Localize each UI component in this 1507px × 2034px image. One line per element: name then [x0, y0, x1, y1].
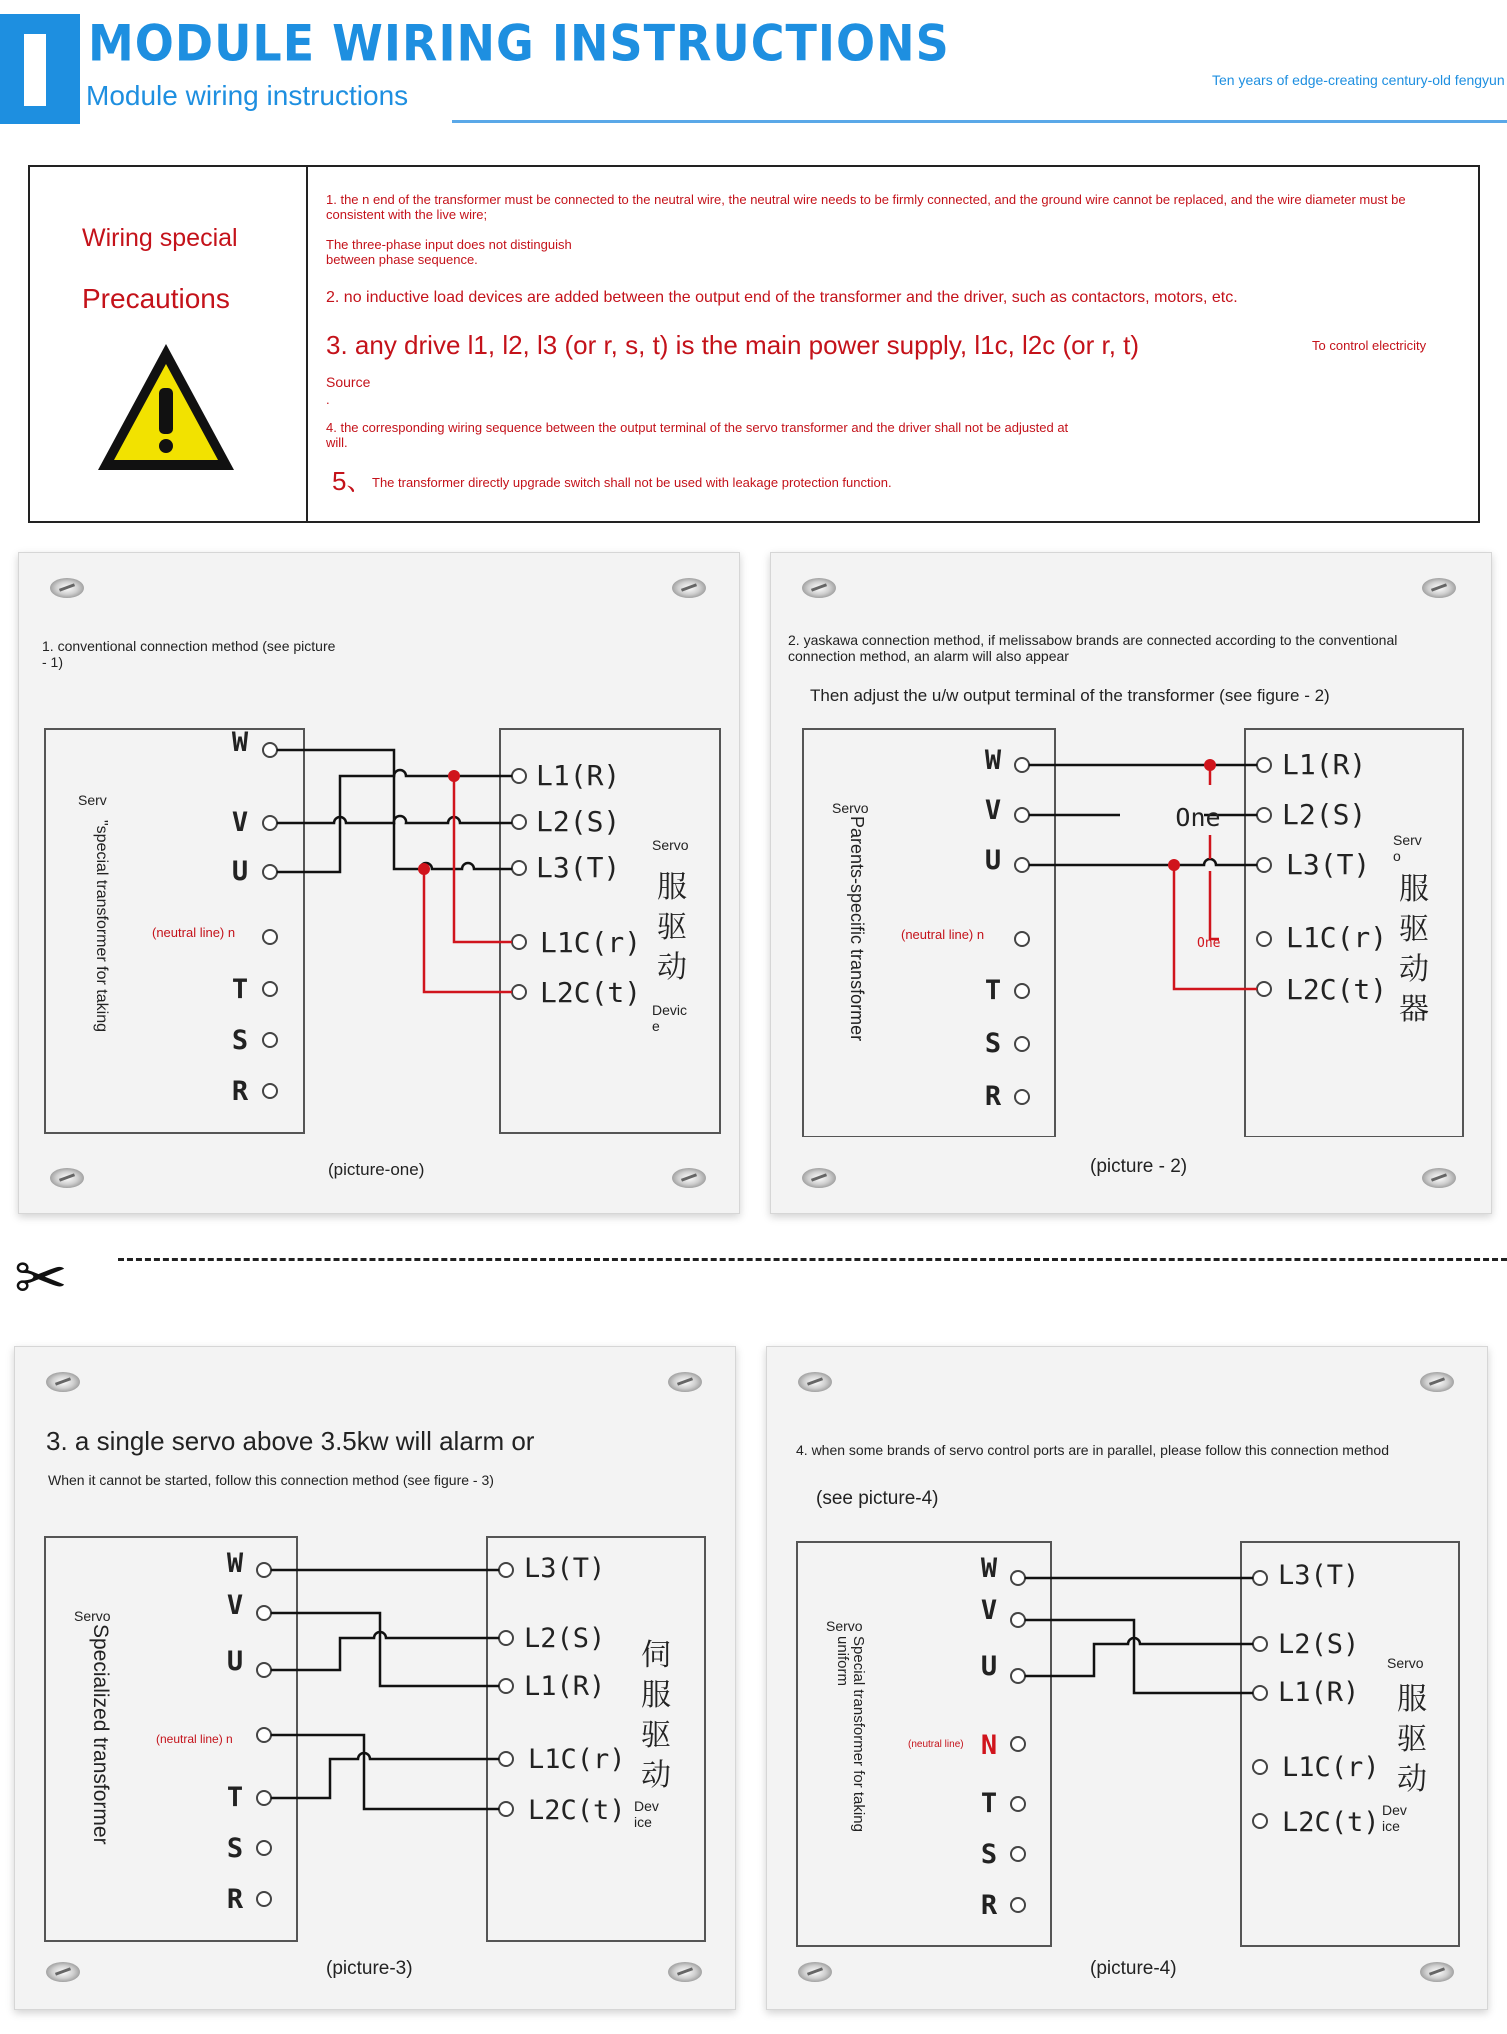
- panel2-left-top-label: Servo: [832, 800, 869, 816]
- panel2-transformer-label: Parents-specific transformer: [847, 816, 867, 1042]
- wiring-diagram-4: [796, 1540, 1466, 1950]
- precaution-item-3-dot: .: [326, 392, 330, 407]
- panel2-one-label: One: [1175, 803, 1221, 832]
- panel3-transformer-label: Specialized transformer: [89, 1624, 112, 1845]
- terminal-l2c: L2C(t): [540, 976, 642, 1009]
- terminal-t: T: [231, 974, 249, 1005]
- panel2-caption: (picture - 2): [1090, 1156, 1188, 1177]
- terminal-r: R: [231, 1076, 249, 1107]
- screw-icon: [798, 1962, 832, 1982]
- screw-icon: [1422, 578, 1456, 598]
- precaution-item-1: 1. the n end of the transformer must be connected to the neutral wire, the neutral wire needs to be firmly connected, and the ground wire cannot be replaced, and the wire diameter must be consistent with the live wire;: [326, 192, 1406, 222]
- terminal-u: U: [980, 1651, 998, 1682]
- terminal-l1: L1(R): [1282, 748, 1367, 781]
- panel4-driver-char-3: 动: [1397, 1762, 1427, 1797]
- terminal-v: V: [984, 795, 1002, 826]
- panel2-driver-char-2: 驱: [1399, 912, 1429, 947]
- terminal-v: V: [226, 1590, 244, 1621]
- terminal-l3: L3(T): [524, 1553, 606, 1584]
- panel4-driver-char-1: 服: [1397, 1682, 1427, 1717]
- panel4-driver-char-2: 驱: [1397, 1722, 1427, 1757]
- panel4-description-2: (see picture-4): [816, 1488, 939, 1509]
- panel1-right-top-label: Servo: [652, 837, 689, 853]
- panel4-neutral-label: (neutral line): [908, 1739, 964, 1750]
- terminal-l3: L3(T): [1286, 848, 1371, 881]
- terminal-l1c: L1C(r): [1282, 1752, 1380, 1783]
- precautions-divider: [306, 165, 308, 523]
- terminal-t: T: [226, 1782, 244, 1813]
- precaution-item-4: 4. the corresponding wiring sequence between the output terminal of the servo transformer and the driver shall not be adjusted at will.: [326, 420, 1069, 450]
- panel2-description-2: Then adjust the u/w output terminal of the transformer (see figure - 2): [810, 686, 1330, 705]
- page-subtitle: Module wiring instructions: [86, 80, 409, 111]
- precaution-item-2: 2. no inductive load devices are added between the output end of the transformer and the driver, such as contactors, motors, etc.: [326, 289, 1238, 306]
- panel1-description: 1. conventional connection method (see picture - 1): [42, 638, 336, 670]
- terminal-l1c: L1C(r): [540, 926, 642, 959]
- terminal-l2c: L2C(t): [1286, 973, 1388, 1006]
- terminal-l2c: L2C(t): [1282, 1807, 1380, 1838]
- terminal-t: T: [980, 1788, 998, 1819]
- panel3-driver-char-2: 服: [641, 1678, 671, 1713]
- terminal-u: U: [226, 1646, 244, 1677]
- terminal-w: W: [231, 727, 249, 758]
- precaution-item-3-side: To control electricity: [1312, 338, 1427, 353]
- panel3-caption: (picture-3): [326, 1958, 413, 1979]
- scissors-icon: ✂: [14, 1242, 68, 1314]
- panel3-driver-char-4: 动: [641, 1758, 671, 1793]
- panel1-driver-char-3: 动: [657, 950, 687, 985]
- terminal-l2c: L2C(t): [528, 1795, 626, 1826]
- panel4-caption: (picture-4): [1090, 1958, 1177, 1979]
- precaution-item-3: 3. any drive l1, l2, l3 (or r, s, t) is the main power supply, l1c, l2c (or r, t): [326, 330, 1140, 360]
- panel3-description: 3. a single servo above 3.5kw will alarm or: [46, 1426, 535, 1456]
- panel3-neutral-label: (neutral line) n: [156, 1732, 233, 1746]
- panel4-right-top-label: Servo: [1387, 1655, 1424, 1671]
- screw-icon: [46, 1372, 80, 1392]
- terminal-l1: L1(R): [524, 1671, 606, 1702]
- header-slogan: Ten years of edge-creating century-old fengyun: [1212, 72, 1505, 88]
- terminal-l1: L1(R): [1278, 1677, 1360, 1708]
- screw-icon: [1422, 1168, 1456, 1188]
- precaution-item-1b: The three-phase input does not distinguish between phase sequence.: [326, 237, 572, 267]
- screw-icon: [802, 1168, 836, 1188]
- panel2-neutral-label: (neutral line) n: [901, 927, 985, 942]
- wiring-diagram-1: [44, 727, 724, 1137]
- screw-icon: [1420, 1962, 1454, 1982]
- terminal-l3: L3(T): [1278, 1560, 1360, 1591]
- panel2-description: 2. yaskawa connection method, if melissabow brands are connected according to the conventional connection method, an alarm will also appear: [788, 632, 1398, 664]
- terminal-l2: L2(S): [524, 1623, 606, 1654]
- panel2-driver-char-4: 器: [1399, 992, 1429, 1027]
- panel1-neutral-label: (neutral line) n: [152, 925, 236, 940]
- precaution-item-5-number: 5、: [332, 466, 373, 496]
- terminal-u: U: [231, 856, 249, 887]
- screw-icon: [672, 1168, 706, 1188]
- panel1-driver-char-2: 驱: [657, 910, 687, 945]
- panel2-one-small-label: One: [1197, 936, 1221, 951]
- screw-icon: [668, 1372, 702, 1392]
- panel4-device-label: Dev ice: [1382, 1802, 1407, 1834]
- terminal-l2: L2(S): [1282, 798, 1367, 831]
- screw-icon: [798, 1372, 832, 1392]
- terminal-l2: L2(S): [1278, 1629, 1360, 1660]
- header-logo-bar: [24, 34, 46, 106]
- terminal-l2: L2(S): [536, 805, 621, 838]
- panel2-driver-char-1: 服: [1399, 872, 1429, 907]
- panel2-right-top-label: Serv o: [1393, 832, 1422, 864]
- precaution-item-5: The transformer directly upgrade switch shall not be used with leakage protection function.: [372, 475, 892, 490]
- terminal-l1: L1(R): [536, 759, 621, 792]
- panel2-driver-char-3: 动: [1399, 952, 1429, 987]
- terminal-s: S: [980, 1839, 998, 1870]
- page-title: MODULE WIRING INSTRUCTIONS: [88, 14, 950, 73]
- terminal-n: N: [980, 1730, 998, 1761]
- screw-icon: [50, 1168, 84, 1188]
- panel3-left-top-label: Servo: [74, 1608, 111, 1624]
- panel1-device-label: Devic e: [652, 1002, 688, 1034]
- terminal-l1c: L1C(r): [528, 1744, 626, 1775]
- panel1-caption: (picture-one): [328, 1160, 425, 1179]
- precautions-title-line2: Precautions: [82, 283, 230, 314]
- terminal-s: S: [226, 1833, 244, 1864]
- panel1-transformer-label: "special transformer for taking: [93, 820, 110, 1032]
- panel3-description-2: When it cannot be started, follow this connection method (see figure - 3): [48, 1472, 494, 1488]
- panel1-left-top-label: Serv: [78, 792, 107, 808]
- wiring-diagram-3: [44, 1535, 714, 1945]
- precaution-item-3-source: Source: [326, 374, 371, 390]
- terminal-v: V: [231, 807, 249, 838]
- panel4-description: 4. when some brands of servo control ports are in parallel, please follow this connection method: [796, 1442, 1389, 1458]
- warning-triangle-icon: [92, 338, 240, 478]
- terminal-s: S: [984, 1028, 1002, 1059]
- terminal-s: S: [231, 1025, 249, 1056]
- terminal-v: V: [980, 1595, 998, 1626]
- panel3-driver-char-3: 驱: [641, 1718, 671, 1753]
- panel4-transformer-label: Special transformer for taking uniform: [834, 1636, 867, 1832]
- screw-icon: [46, 1962, 80, 1982]
- screw-icon: [802, 578, 836, 598]
- screw-icon: [668, 1962, 702, 1982]
- panel3-device-label: Dev ice: [634, 1798, 659, 1830]
- terminal-u: U: [984, 845, 1002, 876]
- terminal-w: W: [984, 745, 1002, 776]
- terminal-r: R: [226, 1884, 244, 1915]
- header-rule: [452, 120, 1507, 123]
- screw-icon: [672, 578, 706, 598]
- panel1-driver-char-1: 服: [657, 870, 687, 905]
- terminal-l1c: L1C(r): [1286, 921, 1388, 954]
- cut-line: [118, 1258, 1507, 1261]
- terminal-r: R: [980, 1890, 998, 1921]
- panel4-left-top-label: Servo: [826, 1618, 863, 1634]
- screw-icon: [50, 578, 84, 598]
- screw-icon: [1420, 1372, 1454, 1392]
- terminal-r: R: [984, 1081, 1002, 1112]
- terminal-l3: L3(T): [536, 851, 621, 884]
- terminal-w: W: [226, 1548, 244, 1579]
- panel3-driver-char-1: 伺: [641, 1638, 671, 1673]
- precautions-title-line1: Wiring special: [82, 224, 238, 252]
- terminal-w: W: [980, 1553, 998, 1584]
- terminal-t: T: [984, 975, 1002, 1006]
